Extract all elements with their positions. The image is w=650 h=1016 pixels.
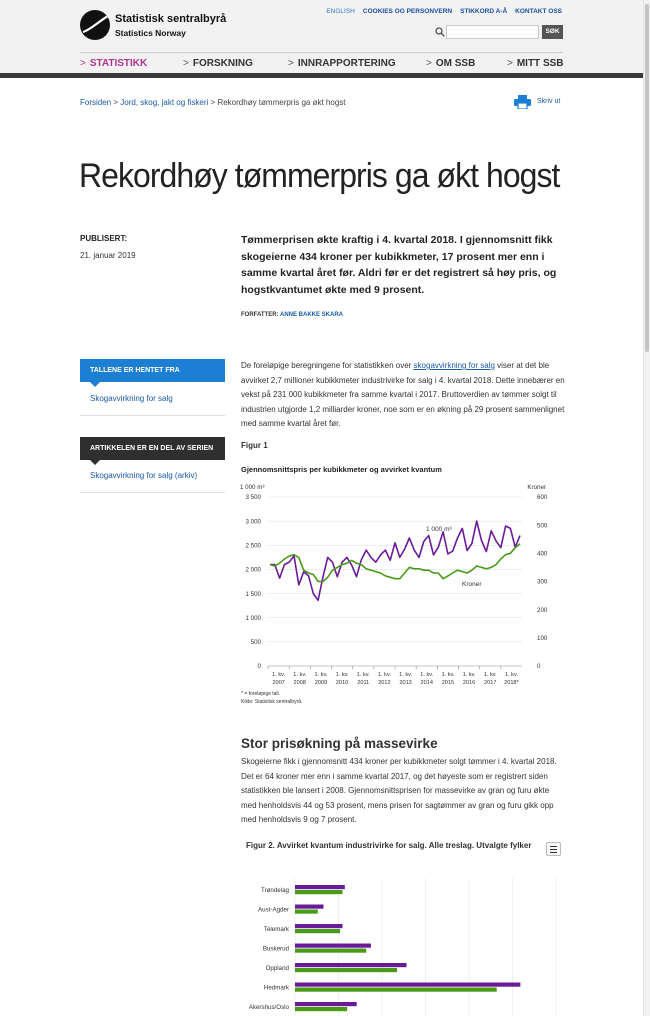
x-tick-year: 2017 xyxy=(484,680,497,686)
y-right-tick-label: 200 xyxy=(537,606,548,614)
nav-mitt-ssb[interactable] xyxy=(507,58,564,69)
breadcrumb-current: Rekordhøy tømmerpris ga økt hogst xyxy=(217,98,346,107)
nav-label: STATISTIKK xyxy=(89,58,148,69)
county-bar-chart xyxy=(238,878,563,1016)
sidebar-divider xyxy=(80,415,225,416)
x-tick-year: 2015 xyxy=(441,680,455,686)
x-tick-label: 1. kv. xyxy=(504,672,518,678)
bar xyxy=(295,1002,357,1006)
section-heading: Stor prisøkning på massevirke xyxy=(241,736,438,751)
x-tick-year: 2007 xyxy=(272,680,285,686)
sidebar-source-link[interactable]: Skogavvirkning for salg xyxy=(90,394,173,403)
x-tick-label: 1. kv. xyxy=(272,672,286,678)
y-right-tick-label: 300 xyxy=(537,578,548,586)
series-label-volume: 1 000 m³ xyxy=(426,526,452,533)
figure-label: Figur 1 xyxy=(241,441,268,450)
page-scrollbar[interactable] xyxy=(643,0,650,1016)
chevron-right-icon: > xyxy=(183,58,189,69)
chart-menu-button[interactable] xyxy=(546,842,561,856)
nav-innrapportering[interactable] xyxy=(288,58,396,69)
author-label: FORFATTER: xyxy=(241,312,279,318)
scrollbar-thumb[interactable] xyxy=(645,4,649,352)
english-link[interactable]: ENGLISH xyxy=(326,8,355,15)
category-label: Telemark xyxy=(263,926,289,933)
chart-source: Kilde: Statistisk sentralbyrå. xyxy=(241,699,303,705)
sidebar-series-link[interactable]: Skogavvirkning for salg (arkiv) xyxy=(90,471,198,480)
paragraph-text: viser at det ble avvirket 2,7 millioner kubikkmeter industrivirke for salg i 4. kvartal 2018. Dette innebærer en vekst på 231 000 kubikkmeter fra samme kvartal i 2017. Bruttoverdien av tømmer solgt til industrien utgjorde 1,2 milliarder kroner, noe som er en økning på 29 prosent sammenlignet med samme kvartal året før. xyxy=(241,361,565,429)
x-tick-label: 1. kv. xyxy=(293,672,307,678)
y-left-tick-label: 1 000 xyxy=(245,614,261,622)
bar xyxy=(295,905,323,909)
cookies-link[interactable]: COOKIES OG PERSONVERN xyxy=(362,8,453,15)
bar xyxy=(295,890,342,894)
contact-link[interactable]: KONTAKT OSS xyxy=(515,8,562,15)
category-label: Akershus/Oslo xyxy=(248,1004,289,1011)
y-right-tick-label: 500 xyxy=(537,522,548,530)
chevron-right-icon: > xyxy=(507,58,513,69)
y-right-tick-label: 100 xyxy=(537,635,548,643)
bar xyxy=(295,983,520,987)
print-button[interactable] xyxy=(514,95,564,109)
ssb-logo[interactable] xyxy=(80,10,230,42)
chart1-title: Gjennomsnittspris per kubikkmeter og avvirket kvantum xyxy=(241,465,442,474)
sidebar-series-heading: ARTIKKELEN ER EN DEL AV SERIEN xyxy=(80,437,225,460)
category-label: Trøndelag xyxy=(261,887,289,894)
bar xyxy=(295,929,340,933)
nav-label: INNRAPPORTERING xyxy=(297,58,396,69)
x-tick-label: 1. kv. xyxy=(441,672,455,678)
category-label: Aust-Agder xyxy=(258,906,289,914)
breadcrumb-section[interactable]: Jord, skog, jakt og fiskeri xyxy=(120,98,209,107)
article-paragraph-1 xyxy=(241,359,566,432)
category-label: Oppland xyxy=(265,965,289,972)
search-icon xyxy=(435,27,445,37)
x-tick-year: 2009 xyxy=(314,680,328,686)
menu-icon-line xyxy=(550,846,557,847)
sidebar-source-heading: TALLENE ER HENTET FRA xyxy=(80,359,225,382)
y-left-tick-label: 3 000 xyxy=(245,518,261,526)
y-right-tick-label: 400 xyxy=(537,550,548,558)
category-label: Buskerud xyxy=(262,945,289,953)
y-left-tick-label: 0 xyxy=(257,663,261,671)
series-label-price: Kroner xyxy=(462,581,482,588)
left-axis-unit: 1 000 m³ xyxy=(240,484,265,491)
nav-forskning[interactable] xyxy=(183,58,253,69)
y-left-tick-label: 2 500 xyxy=(245,542,261,550)
site-header xyxy=(0,0,643,78)
x-tick-label: 1. kv. xyxy=(420,672,434,678)
author-line xyxy=(241,312,343,318)
paragraph-text: De foreløpige beregningene for statistikken over xyxy=(241,361,414,370)
x-tick-label: 1. kv. xyxy=(462,672,476,678)
statistics-link[interactable]: skogavvirkning for salg xyxy=(413,361,495,370)
nav-statistikk[interactable] xyxy=(80,58,147,69)
nav-om-ssb[interactable] xyxy=(426,58,475,69)
bar xyxy=(295,924,342,928)
y-right-tick-label: 0 xyxy=(537,663,541,671)
nav-label: OM SSB xyxy=(435,58,476,69)
menu-icon-line xyxy=(550,852,557,853)
x-tick-label: 1. kv. xyxy=(356,672,370,678)
chart2-title: Figur 2. Avvirket kvantum industrivirke for salg. Alle treslag. Utvalgte fylker xyxy=(246,841,532,850)
chevron-right-icon: > xyxy=(288,58,294,69)
x-tick-year: 2008 xyxy=(293,680,306,686)
bar xyxy=(295,910,318,914)
bar xyxy=(295,963,407,967)
x-tick-year: 2016 xyxy=(462,680,476,686)
main-nav xyxy=(80,52,563,73)
nav-divider xyxy=(0,73,643,78)
sidebar-divider xyxy=(80,492,225,493)
search-button[interactable]: SØK xyxy=(542,25,563,39)
top-links xyxy=(326,8,562,15)
y-left-tick-label: 500 xyxy=(250,639,261,647)
logo-subtitle: Statistics Norway xyxy=(115,28,186,38)
bar xyxy=(295,949,366,953)
y-left-tick-label: 3 500 xyxy=(245,494,261,502)
x-tick-year: 2011 xyxy=(357,680,370,686)
chart-footnote: * = foreløpige tall. xyxy=(241,691,281,697)
print-label: Skriv ut xyxy=(537,98,561,105)
x-tick-year: 2014 xyxy=(420,680,433,686)
article-paragraph-2: Skogeierne fikk i gjennomsnitt 434 kroner per kubikkmeter solgt tømmer i 4. kvartal 2018. Det er 64 kroner mer enn i samme kvartal 2017, og det høyeste som er registrert siden statistikken ble lansert i 2008. Gjennomsnittsprisen for massevirke av gran og furu økte med henholdsvis 44 og 53 prosent, mens prisen for sagtømmer av gran og furu gikk opp med henholdsvis 9 og 7 prosent. xyxy=(241,757,557,825)
printer-icon xyxy=(514,95,531,109)
x-tick-year: 2013 xyxy=(399,680,412,686)
x-tick-label: 1. kv. xyxy=(314,672,328,678)
x-tick-year: 2010 xyxy=(335,680,349,686)
x-tick-year: 2012 xyxy=(378,680,391,686)
menu-icon-line xyxy=(550,849,557,850)
x-tick-year: 2018* xyxy=(504,680,519,686)
x-tick-label: 1. kv. xyxy=(335,672,349,678)
x-tick-label: 1. kv. xyxy=(377,672,391,678)
nav-label: FORSKNING xyxy=(192,58,253,69)
search-input[interactable] xyxy=(446,25,539,39)
ssb-logo-icon xyxy=(80,10,110,40)
series-line-volume xyxy=(270,521,520,600)
x-tick-label: 1. kv. xyxy=(399,672,413,678)
bar xyxy=(295,1007,347,1011)
category-label: Hedmark xyxy=(263,984,289,992)
published-label: PUBLISERT: xyxy=(80,234,128,243)
breadcrumb-separator: > xyxy=(113,98,121,107)
logo-name: Statistisk sentralbyrå xyxy=(115,13,227,25)
breadcrumb xyxy=(80,98,346,107)
right-axis-unit: Kroner xyxy=(527,484,546,491)
page-title: Rekordhøy tømmerpris ga økt hogst xyxy=(79,157,560,195)
y-left-tick-label: 2 000 xyxy=(245,566,261,574)
breadcrumb-separator: > xyxy=(210,98,218,107)
chevron-right-icon: > xyxy=(426,58,432,69)
y-left-tick-label: 1 500 xyxy=(245,590,261,598)
y-right-tick-label: 600 xyxy=(537,494,548,502)
article-lead: Tømmerprisen økte kraftig i 4. kvartal 2018. I gjennomsnitt fikk skogeierne 434 kroner per kubikkmeter, 17 prosent mer enn i samme kvartal året før. Aldri før er det registrert så høy pris, og hogstkvantumet økte med 9 prosent. xyxy=(241,234,557,296)
keywords-link[interactable]: STIKKORD A-Å xyxy=(460,8,508,15)
bar xyxy=(295,944,371,948)
search-bar xyxy=(433,25,563,39)
x-tick-label: 1. kv. xyxy=(483,672,497,678)
published-date: 21. januar 2019 xyxy=(80,251,136,260)
breadcrumb-home[interactable]: Forsiden xyxy=(80,98,112,107)
author-link[interactable]: ANNE BAKKE SKARA xyxy=(280,312,344,318)
price-volume-line-chart xyxy=(236,480,566,708)
chevron-right-icon: > xyxy=(80,58,86,69)
bar xyxy=(295,885,345,889)
bar xyxy=(295,988,497,992)
bar xyxy=(295,968,397,972)
nav-label: MITT SSB xyxy=(516,58,564,69)
